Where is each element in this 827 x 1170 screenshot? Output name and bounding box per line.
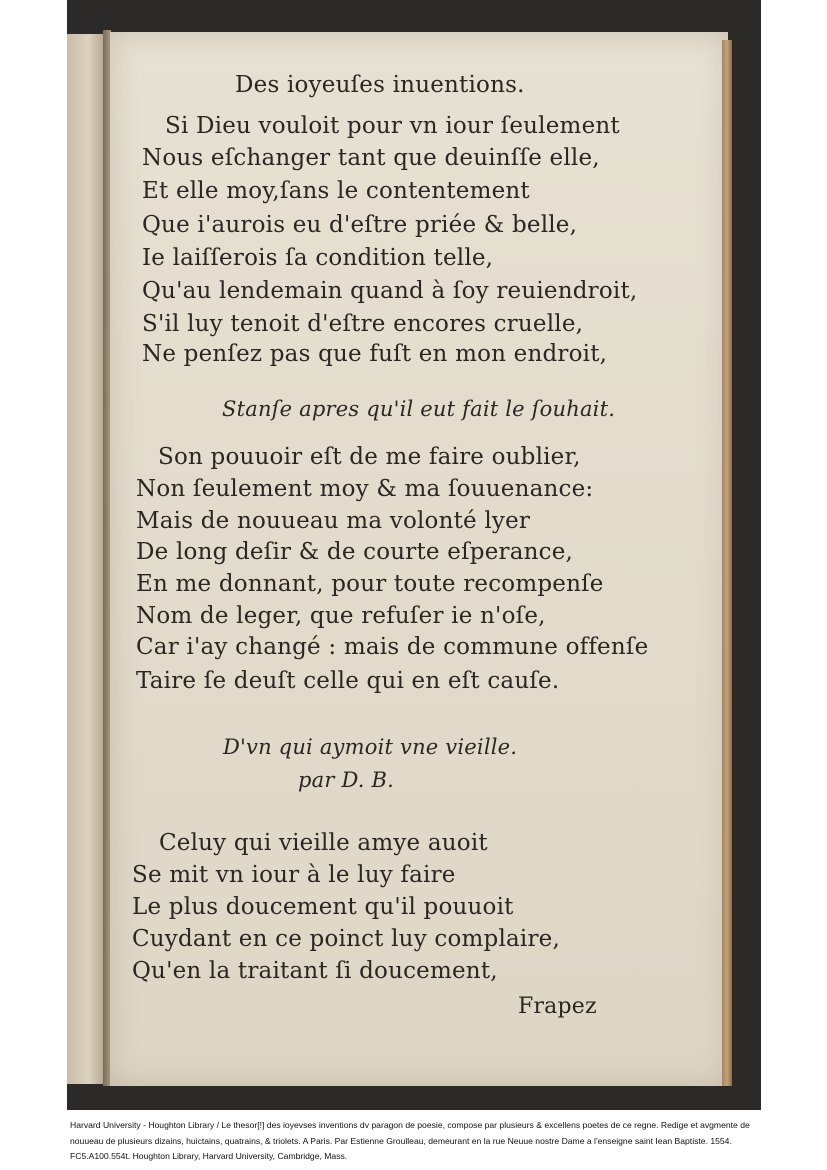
poem-line: Le plus doucement qu'il pouuoit (132, 894, 514, 920)
book-page (110, 32, 728, 1086)
poem-line: Si Dieu vouloit pour vn iour ſeulement (165, 113, 620, 139)
poem-line: Non ſeulement moy & ma ſouuenance: (136, 476, 594, 502)
poem-line: Nom de leger, que refuſer ie n'oſe, (136, 603, 546, 629)
poem-line: Taire ſe deuſt celle qui en eſt cauſe. (136, 668, 560, 694)
poem-line: Celuy qui vieille amye auoit (159, 830, 488, 856)
poem-line: Que i'aurois eu d'eſtre priée & belle, (142, 212, 578, 238)
running-head: Des ioyeuſes inuentions. (235, 72, 525, 98)
poem-line: Se mit vn iour à le luy faire (132, 862, 456, 888)
poem-line: Cuydant en ce poinct luy complaire, (132, 926, 560, 952)
poem-title: D'vn qui aymoit vne vieille. (223, 735, 518, 759)
poem-line: En me donnant, pour toute recompenſe (136, 571, 604, 597)
poem-line: Son pouuoir eſt de me faire oublier, (158, 444, 581, 470)
poem-line: Et elle moy,ſans le contentement (142, 178, 530, 204)
catchword: Frapez (518, 994, 597, 1019)
poem-line: De long deſir & de courte eſperance, (136, 539, 574, 565)
left-page-edge (67, 34, 105, 1084)
poem-line: Nous eſchanger tant que deuinſſe elle, (142, 145, 600, 171)
poem-line: Ie laiſſerois ſa condition telle, (142, 245, 494, 271)
poem-line: S'il luy tenoit d'eſtre encores cruelle, (142, 311, 584, 337)
poem-line: Qu'en la traitant ſi doucement, (132, 958, 498, 984)
image-caption: Harvard University - Houghton Library / Le thesor[!] des ioyevses inventions dv paragon de poesie, compose par plusieurs & excellens poetes de ce regne. Redige et avgmente de nouueau de plusieurs dizains, huictains, quatrains, & triolets. A Paris. Par Estienne Groulleau, demeurant en la rue Neuue nostre Dame a l'enseigne saint Iean Baptiste. 1554. FC5.A100.554t. Houghton Library, Harvard University, Cambridge, Mass. (70, 1120, 750, 1161)
poem-line: Car i'ay changé : mais de commune offenſe (136, 634, 649, 660)
stanza-heading: Stanſe apres qu'il eut fait le ſouhait. (222, 397, 616, 421)
right-page-edge (722, 40, 732, 1086)
poem-byline: par D. B. (298, 768, 395, 792)
poem-line: Qu'au lendemain quand à ſoy reuiendroit, (142, 278, 638, 304)
poem-line: Ne penſez pas que fuſt en mon endroit, (142, 341, 608, 367)
book-scan (67, 0, 761, 1110)
poem-line: Mais de nouueau ma volonté lyer (136, 508, 531, 534)
